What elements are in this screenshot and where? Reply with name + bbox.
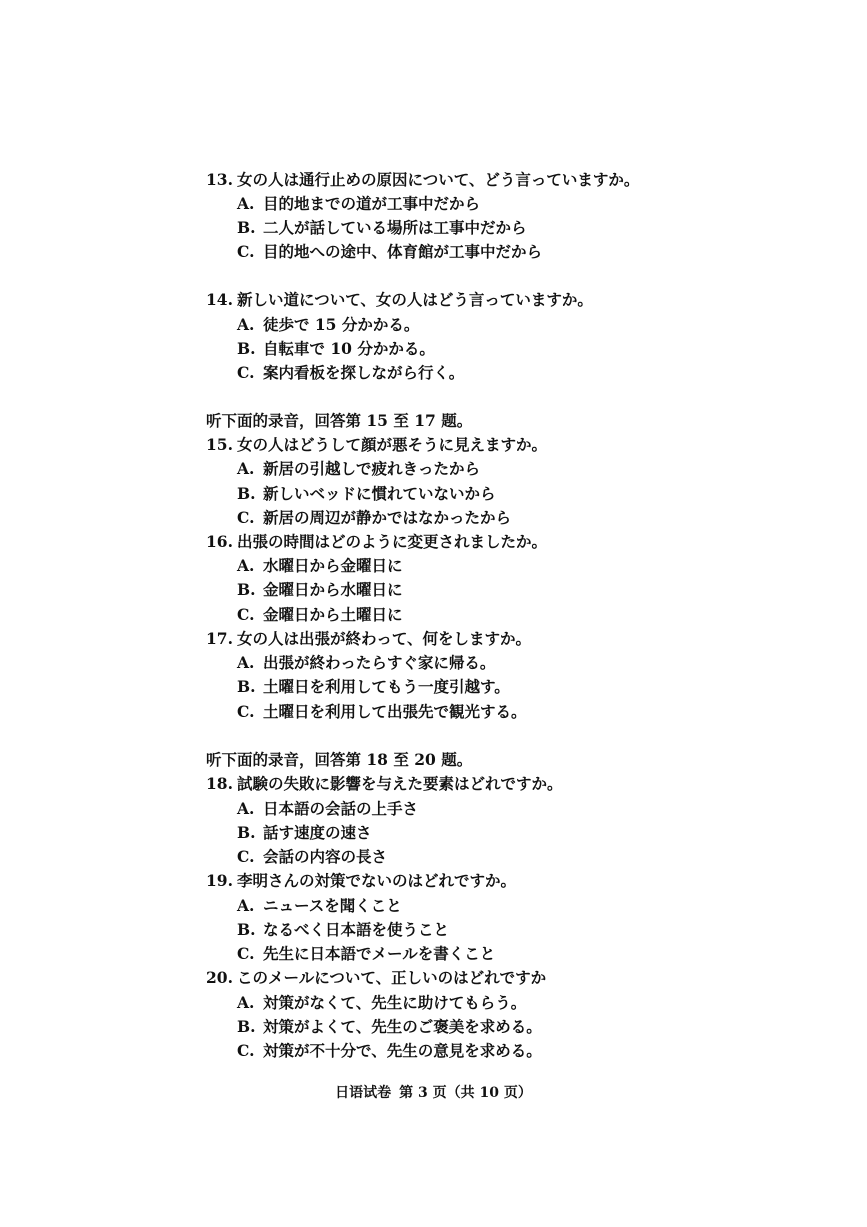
option-letter: A.	[237, 556, 255, 575]
option-13-b	[237, 218, 527, 238]
option-13-c	[237, 242, 542, 262]
option-letter: A.	[237, 315, 255, 334]
question-text: 女の人は通行止めの原因について、どう言っていますか。	[237, 170, 640, 189]
option-20-c	[237, 1041, 542, 1061]
option-19-a	[237, 896, 402, 916]
option-text: 目的地への途中、体育館が工事中だから	[263, 242, 543, 261]
option-18-b	[237, 823, 372, 843]
question-text: このメールについて、正しいのはどれですか	[237, 968, 547, 987]
option-letter: B.	[237, 580, 256, 599]
option-letter: A.	[237, 799, 255, 818]
option-19-c	[237, 944, 495, 964]
question-14	[206, 290, 593, 310]
option-letter: C.	[237, 605, 255, 624]
option-16-c	[237, 605, 403, 625]
option-text: 水曜日から金曜日に	[263, 556, 403, 575]
option-19-b	[237, 920, 449, 940]
question-20	[206, 968, 546, 988]
option-text: 金曜日から土曜日に	[263, 605, 403, 624]
option-text: 案内看板を探しながら行く。	[263, 363, 465, 382]
option-text: 新しいベッドに慣れていないから	[263, 484, 496, 503]
option-14-b	[237, 339, 435, 359]
question-19	[206, 871, 516, 891]
option-text: 先生に日本語でメールを書くこと	[263, 944, 496, 963]
option-16-a	[237, 556, 403, 576]
option-letter: C.	[237, 363, 255, 382]
option-text: 新居の周辺が静かではなかったから	[263, 508, 512, 527]
question-number: 17.	[206, 629, 233, 648]
option-letter: C.	[237, 1041, 255, 1060]
option-text: 対策が不十分で、先生の意見を求める。	[263, 1041, 542, 1060]
option-text: 二人が話している場所は工事中だから	[263, 218, 527, 237]
option-17-c	[237, 702, 527, 722]
question-number: 20.	[206, 968, 233, 987]
question-number: 13.	[206, 170, 233, 189]
option-20-a	[237, 993, 526, 1013]
option-letter: C.	[237, 944, 255, 963]
option-letter: B.	[237, 677, 256, 696]
option-text: 対策がなくて、先生に助けてもらう。	[263, 993, 527, 1012]
option-15-b	[237, 484, 496, 504]
question-number: 18.	[206, 774, 233, 793]
question-number: 15.	[206, 435, 233, 454]
question-15	[206, 435, 547, 455]
option-letter: B.	[237, 484, 256, 503]
option-text: ニュースを聞くこと	[263, 896, 402, 915]
option-letter: B.	[237, 823, 256, 842]
option-text: 自転車で 10 分かかる。	[263, 339, 435, 358]
question-text: 新しい道について、女の人はどう言っていますか。	[237, 290, 593, 309]
option-13-a	[237, 194, 480, 214]
option-letter: B.	[237, 218, 256, 237]
option-17-b	[237, 677, 510, 697]
question-text: 出張の時間はどのように変更されましたか。	[237, 532, 548, 551]
option-text: なるべく日本語を使うこと	[263, 920, 450, 939]
question-13	[206, 170, 639, 190]
option-text: 出張が終わったらすぐ家に帰る。	[263, 653, 496, 672]
option-letter: C.	[237, 242, 255, 261]
option-14-a	[237, 315, 419, 335]
option-15-a	[237, 459, 480, 479]
option-text: 会話の内容の長さ	[263, 847, 388, 866]
question-18	[206, 774, 563, 794]
page-footer	[0, 1083, 867, 1103]
option-17-a	[237, 653, 495, 673]
option-letter: B.	[237, 1017, 256, 1036]
option-letter: C.	[237, 508, 255, 527]
option-text: 目的地までの道が工事中だから	[263, 194, 481, 213]
question-text: 李明さんの対策でないのはどれですか。	[237, 871, 517, 890]
question-text: 女の人はどうして顔が悪そうに見えますか。	[237, 435, 548, 454]
option-15-c	[237, 508, 511, 528]
option-16-b	[237, 580, 403, 600]
option-letter: A.	[237, 653, 255, 672]
question-number: 16.	[206, 532, 233, 551]
question-number: 19.	[206, 871, 233, 890]
option-text: 徒歩で 15 分かかる。	[263, 315, 420, 334]
option-18-a	[237, 799, 418, 819]
option-text: 新居の引越しで疲れきったから	[263, 459, 481, 478]
option-14-c	[237, 363, 464, 383]
option-letter: A.	[237, 993, 255, 1012]
option-text: 日本語の会話の上手さ	[263, 799, 419, 818]
option-letter: B.	[237, 339, 256, 358]
question-17	[206, 629, 531, 649]
section-heading: 听下面的录音，回答第 18 至 20 题。	[206, 750, 473, 769]
option-letter: A.	[237, 459, 255, 478]
option-text: 金曜日から水曜日に	[263, 580, 403, 599]
option-text: 対策がよくて、先生のご褒美を求める。	[263, 1017, 542, 1036]
question-number: 14.	[206, 290, 233, 309]
option-text: 土曜日を利用してもう一度引越す。	[263, 677, 510, 696]
option-letter: A.	[237, 896, 255, 915]
option-20-b	[237, 1017, 542, 1037]
option-letter: C.	[237, 847, 255, 866]
footer-subject: 日语试卷	[335, 1085, 392, 1101]
option-letter: B.	[237, 920, 256, 939]
footer-page-number: 第 3 页（共 10 页）	[399, 1085, 532, 1101]
question-16	[206, 532, 547, 552]
option-letter: A.	[237, 194, 255, 213]
option-18-c	[237, 847, 387, 867]
option-text: 土曜日を利用して出張先で観光する。	[263, 702, 527, 721]
option-letter: C.	[237, 702, 255, 721]
question-text: 試験の失敗に影響を与えた要素はどれですか。	[237, 774, 563, 793]
question-text: 女の人は出張が終わって、何をしますか。	[237, 629, 532, 648]
section-heading: 听下面的录音，回答第 15 至 17 题。	[206, 411, 473, 430]
option-text: 話す速度の速さ	[263, 823, 372, 842]
